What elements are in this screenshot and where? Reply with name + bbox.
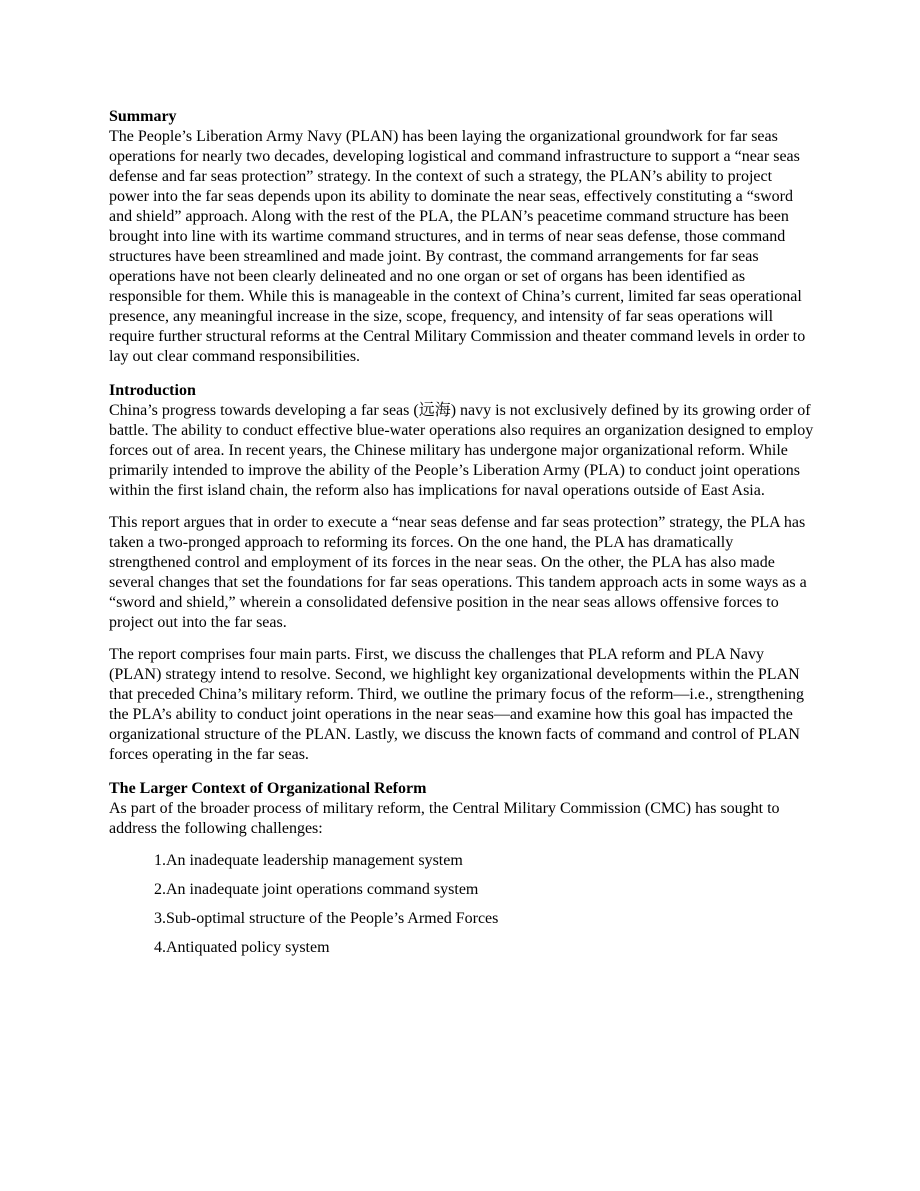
introduction-heading: Introduction [109, 382, 196, 399]
list-item-text: An inadequate leadership management system [166, 852, 463, 869]
list-item-number: 3. [154, 910, 166, 927]
summary-section [109, 107, 815, 367]
document-page [109, 107, 815, 967]
list-item-number: 4. [154, 939, 166, 956]
list-item-number: 2. [154, 881, 166, 898]
list-item [109, 938, 815, 958]
context-section [109, 779, 815, 958]
introduction-section [109, 381, 815, 765]
introduction-paragraph-1: China’s progress towards developing a far seas (远海) navy is not exclusively defined by its growing order of battle. The ability to conduct effective blue-water operations also requires an organization designed to employ forces out of area. In recent years, the Chinese military has undergone major organizational reform. While primarily intended to improve the ability of the People’s Liberation Army (PLA) to conduct joint operations within the first island chain, the reform also has implications for naval operations outside of East Asia. [109, 402, 814, 499]
introduction-paragraph-3: The report comprises four main parts. First, we discuss the challenges that PLA reform and PLA Navy (PLAN) strategy intend to resolve. Second, we highlight key organizational developments within the PLAN that preceded China’s military reform. Third, we outline the primary focus of the reform—i.e., strengthening the PLA’s ability to conduct joint operations in the near seas—and examine how this goal has impacted the organizational structure of the PLAN. Lastly, we discuss the known facts of command and control of PLAN forces operating in the far seas. [109, 646, 805, 763]
list-item-text: Antiquated policy system [166, 939, 330, 956]
list-item [109, 880, 815, 900]
list-item [109, 909, 815, 929]
summary-paragraph: The People’s Liberation Army Navy (PLAN) has been laying the organizational groundwork for far seas operations for nearly two decades, developing logistical and command infrastructure to support a “near seas defense and far seas protection” strategy. In the context of such a strategy, the PLAN’s ability to project power into the far seas depends upon its ability to dominate the near seas, effectively constituting a “sword and shield” approach. Along with the rest of the PLA, the PLAN’s peacetime command structure has been brought into line with its wartime command structures, and in terms of near seas defense, those command structures have been streamlined and made joint. By contrast, the command arrangements for far seas operations have not been clearly delineated and no one organ or set of organs has been identified as responsible for them. While this is manageable in the context of China’s current, limited far seas operational presence, any meaningful increase in the size, scope, frequency, and intensity of far seas operations will require further structural reforms at the Central Military Commission and theater command levels in order to lay out clear command responsibilities. [109, 128, 806, 365]
context-heading: The Larger Context of Organizational Reform [109, 780, 427, 797]
list-item-text: An inadequate joint operations command system [166, 881, 479, 898]
introduction-paragraph-2: This report argues that in order to execute a “near seas defense and far seas protection” strategy, the PLA has taken a two-pronged approach to reforming its forces. On the one hand, the PLA has dramatically strengthened control and employment of its forces in the near seas. On the other, the PLA has also made several changes that set the foundations for far seas operations. This tandem approach acts in some ways as a “sword and shield,” wherein a consolidated defensive position in the near seas allows offensive forces to project out into the far seas. [109, 514, 807, 631]
list-item-number: 1. [154, 852, 166, 869]
challenges-list [109, 851, 815, 958]
summary-heading: Summary [109, 108, 177, 125]
list-item [109, 851, 815, 871]
list-item-text: Sub-optimal structure of the People’s Armed Forces [166, 910, 499, 927]
context-paragraph: As part of the broader process of military reform, the Central Military Commission (CMC) has sought to address the following challenges: [109, 800, 780, 837]
